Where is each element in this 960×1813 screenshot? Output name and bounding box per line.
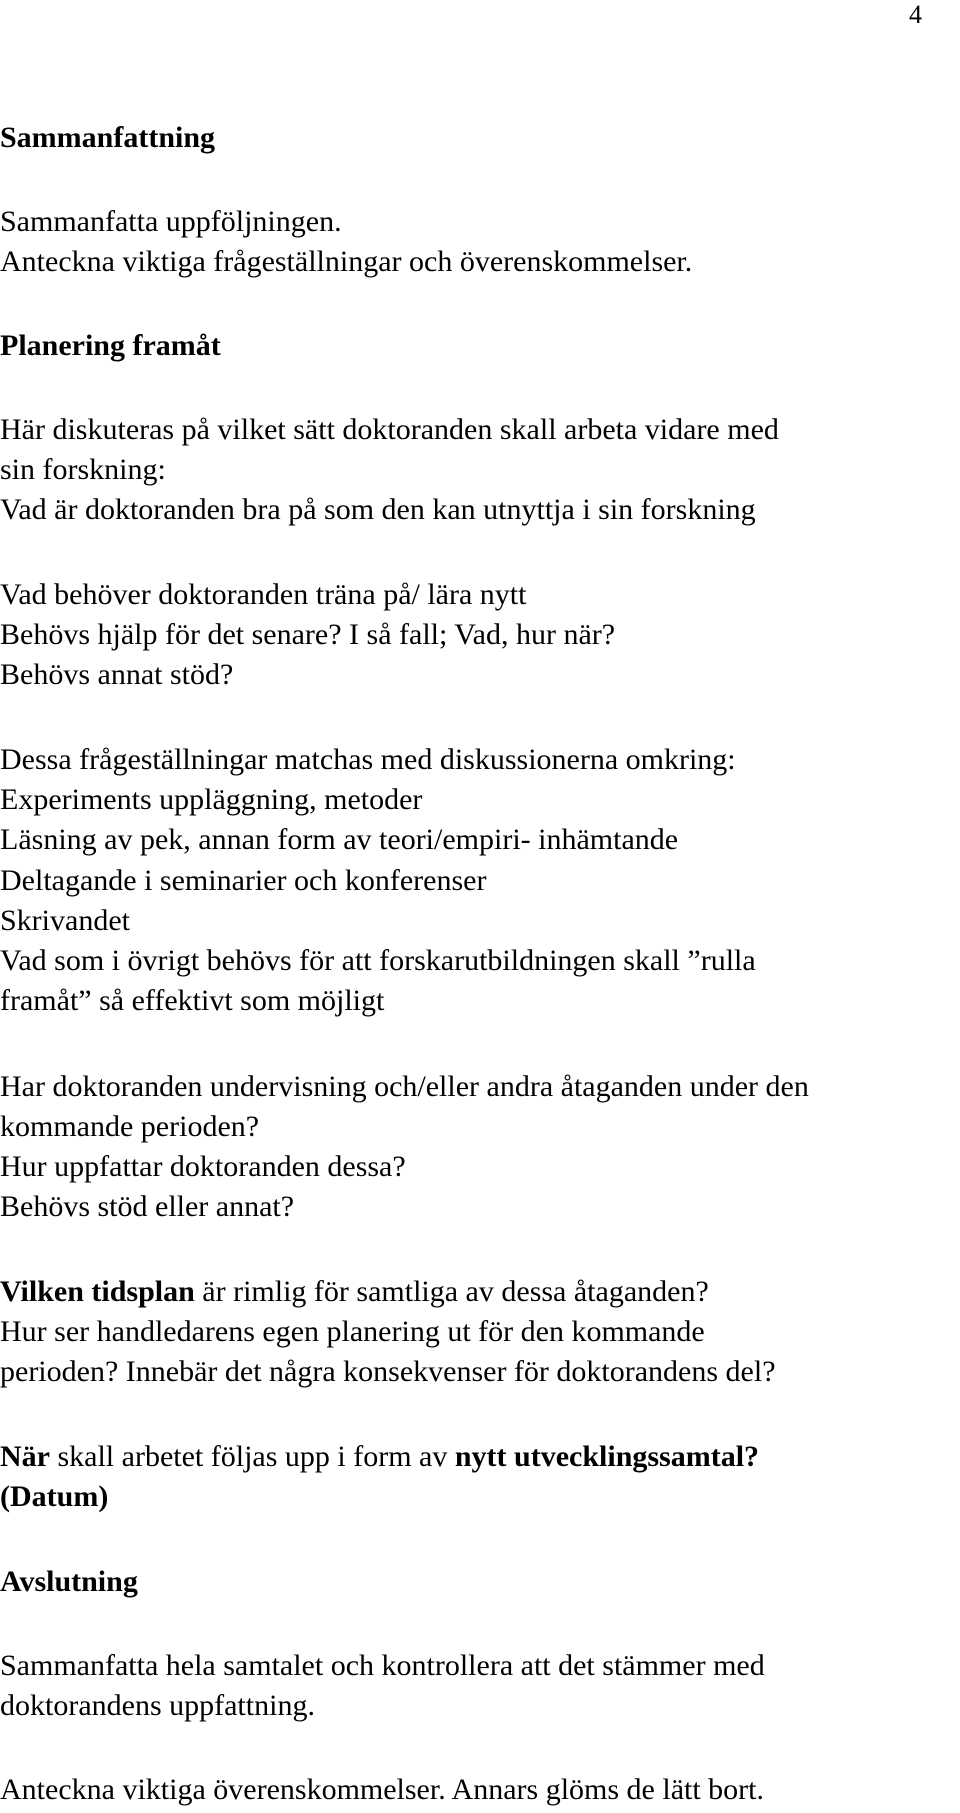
text-line: Vad som i övrigt behövs för att forskarutbildningen skall ”rulla xyxy=(0,944,756,977)
text-line: Vad behöver doktoranden träna på/ lära nytt xyxy=(0,578,527,611)
text-line xyxy=(0,1274,709,1310)
emphasis-text: nytt utvecklingssamtal? xyxy=(454,1440,760,1473)
section-heading-sammanfattning: Sammanfattning xyxy=(0,121,216,154)
text-line: Behövs stöd eller annat? xyxy=(0,1190,295,1223)
text-line: Deltagande i seminarier och konferenser xyxy=(0,864,487,897)
text-line: kommande perioden? xyxy=(0,1110,260,1143)
text-line: Experiments uppläggning, metoder xyxy=(0,783,423,816)
text-line: doktorandens uppfattning. xyxy=(0,1689,315,1722)
section-heading-avslutning: Avslutning xyxy=(0,1565,138,1598)
text-line: Har doktoranden undervisning och/eller andra åtaganden under den xyxy=(0,1070,809,1103)
page-number: 4 xyxy=(909,0,922,29)
section-heading-planering: Planering framåt xyxy=(0,329,221,362)
text-line: Här diskuteras på vilket sätt doktoranden skall arbeta vidare med xyxy=(0,413,779,446)
text-line: Sammanfatta hela samtalet och kontrollera att det stämmer med xyxy=(0,1649,765,1682)
text-line: Läsning av pek, annan form av teori/empiri- inhämtande xyxy=(0,823,679,856)
text-line: Anteckna viktiga frågeställningar och överenskommelser. xyxy=(0,245,693,278)
text-line: Behövs annat stöd? xyxy=(0,658,234,691)
text-line: Dessa frågeställningar matchas med diskussionerna omkring: xyxy=(0,743,736,776)
text-line: Vad är doktoranden bra på som den kan utnyttja i sin forskning xyxy=(0,493,756,526)
text-line-date: (Datum) xyxy=(0,1480,109,1513)
text-span: skall arbetet följas upp i form av xyxy=(49,1440,455,1473)
emphasis-text: När xyxy=(0,1440,50,1473)
text-line: Behövs hjälp för det senare? I så fall; Vad, hur när? xyxy=(0,618,616,651)
text-span: är rimlig för samtliga av dessa åtaganden? xyxy=(194,1275,709,1308)
text-line: Anteckna viktiga överenskommelser. Annars glöms de lätt bort. xyxy=(0,1773,765,1806)
text-line: sin forskning: xyxy=(0,453,166,486)
text-line: Skrivandet xyxy=(0,904,130,937)
text-line: Hur uppfattar doktoranden dessa? xyxy=(0,1150,406,1183)
text-line: framåt” så effektivt som möjligt xyxy=(0,984,385,1017)
text-line: Sammanfatta uppföljningen. xyxy=(0,205,342,238)
text-line: perioden? Innebär det några konsekvenser för doktorandens del? xyxy=(0,1355,776,1388)
emphasis-text: Vilken tidsplan xyxy=(0,1275,195,1308)
text-line: Hur ser handledarens egen planering ut för den kommande xyxy=(0,1315,705,1348)
text-line xyxy=(0,1439,759,1475)
